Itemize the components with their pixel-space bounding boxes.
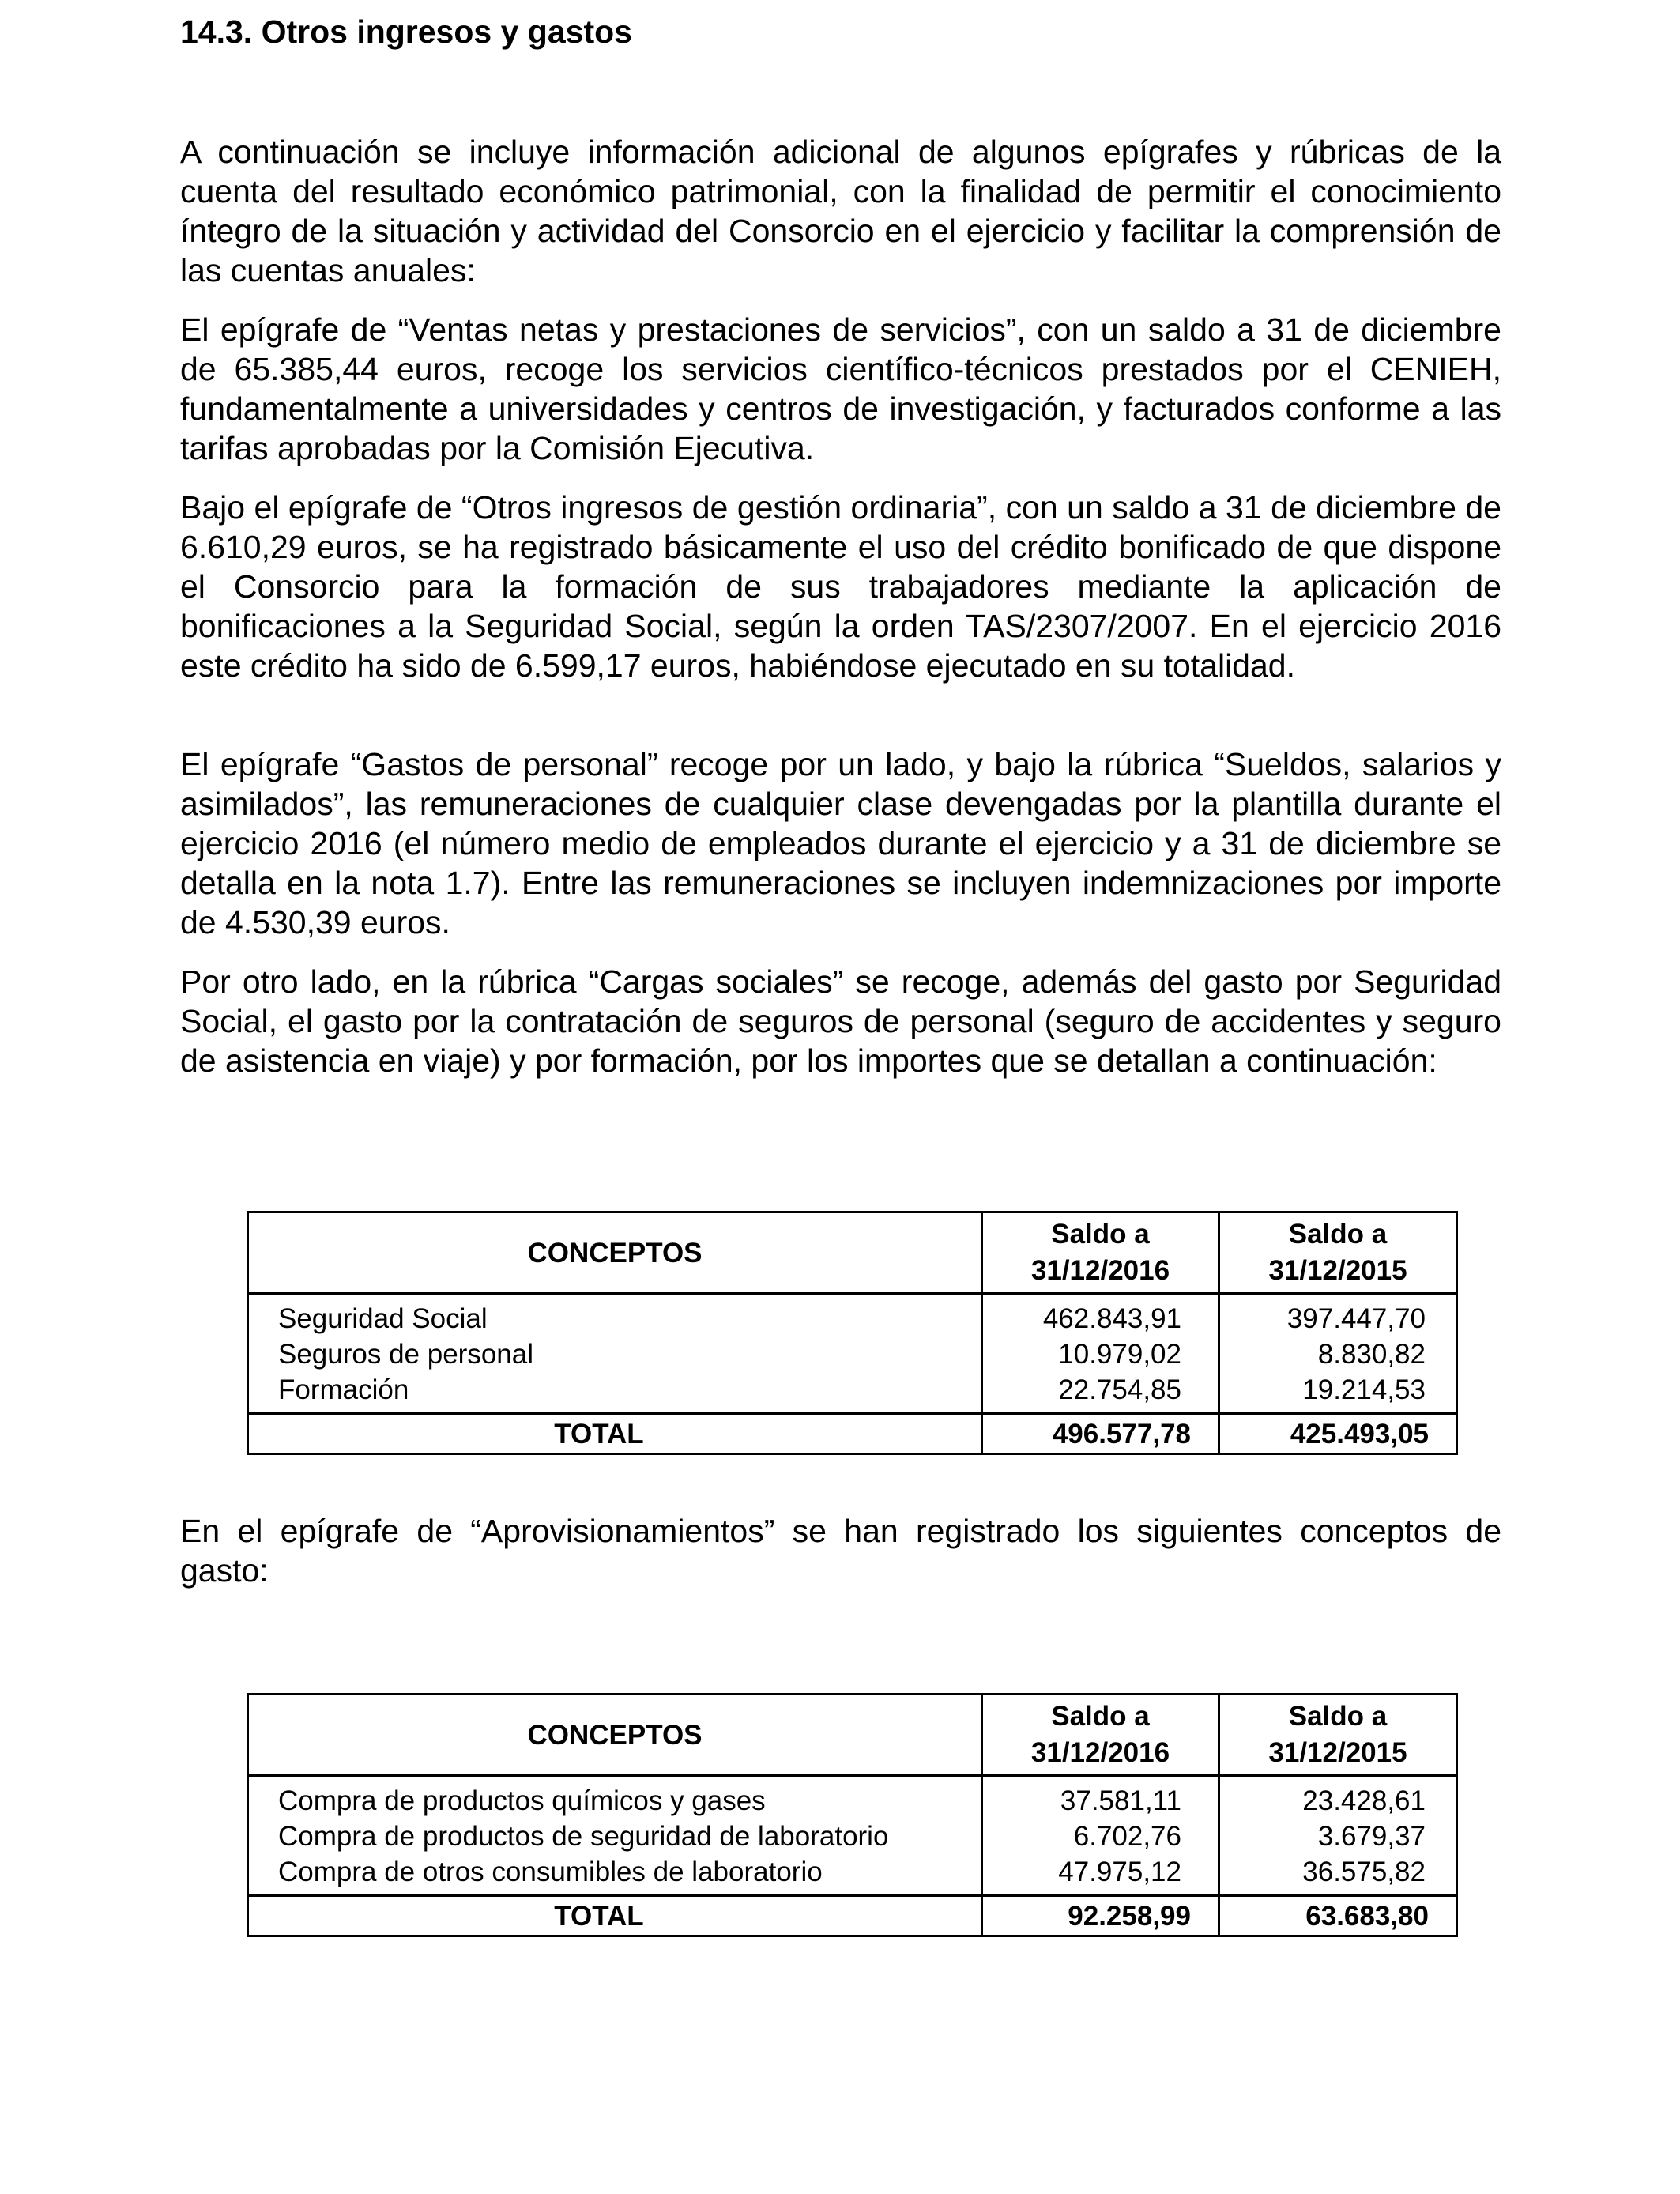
row-concept: Compra de productos químicos y gases: [248, 1776, 982, 1819]
table-row: [248, 1372, 1457, 1414]
total-label: TOTAL: [248, 1414, 982, 1454]
row-value-2016: 6.702,76: [982, 1819, 1219, 1854]
header-conceptos: CONCEPTOS: [248, 1212, 982, 1294]
row-value-2016: 10.979,02: [982, 1336, 1219, 1372]
header-date: 31/12/2016: [1030, 1255, 1170, 1286]
total-value-2016: 92.258,99: [982, 1896, 1219, 1936]
header-saldo-label: Saldo a: [1051, 1219, 1150, 1250]
total-row: [248, 1896, 1457, 1936]
table-row: [248, 1294, 1457, 1337]
table-row: [248, 1336, 1457, 1372]
total-row: [248, 1414, 1457, 1454]
cargas-sociales-table: [247, 1211, 1458, 1455]
table-row: [248, 1854, 1457, 1896]
paragraph-ventas: El epígrafe de “Ventas netas y prestaciones de servicios”, con un saldo a 31 de diciembre de 65.385,44 euros, recoge los servicios científico-técnicos prestados por el CENIEH, fundamentalmente a universidades y centros de investigación, y facturados conforme a las tarifas aprobadas por la Comisión Ejecutiva.: [180, 311, 1501, 466]
row-value-2016: 22.754,85: [982, 1372, 1219, 1414]
row-concept: Seguros de personal: [248, 1336, 982, 1372]
table-row: [248, 1819, 1457, 1854]
table-header-row: [248, 1212, 1457, 1294]
header-saldo-2016: [982, 1212, 1219, 1294]
row-value-2016: 462.843,91: [982, 1294, 1219, 1337]
total-label: TOTAL: [248, 1896, 982, 1936]
row-value-2015: 397.447,70: [1219, 1294, 1457, 1337]
row-value-2015: 8.830,82: [1219, 1336, 1457, 1372]
paragraph-aprovisionamientos: En el epígrafe de “Aprovisionamientos” se han registrado los siguientes conceptos de gasto:: [180, 1513, 1501, 1589]
header-date: 31/12/2015: [1268, 1737, 1407, 1768]
row-value-2015: 3.679,37: [1219, 1819, 1457, 1854]
row-value-2015: 23.428,61: [1219, 1776, 1457, 1819]
paragraph-gastos-personal: El epígrafe “Gastos de personal” recoge por un lado, y bajo la rúbrica “Sueldos, salarios y asimilados”, las remuneraciones de cualquier clase devengadas por la plantilla durante el ejercicio 2016 (el número medio de empleados durante el ejercicio y a 31 de diciembre se detalla en la nota 1.7). Entre las remuneraciones se incluyen indemnizaciones por importe de 4.530,39 euros.: [180, 746, 1501, 941]
table-row: [248, 1776, 1457, 1819]
paragraph-cargas-sociales: Por otro lado, en la rúbrica “Cargas sociales” se recoge, además del gasto por Seguridad Social, el gasto por la contratación de seguros de personal (seguro de accidentes y seguro de asistencia en viaje) y por formación, por los importes que se detallan a continuación:: [180, 963, 1501, 1079]
paragraph-otros-ingresos: Bajo el epígrafe de “Otros ingresos de gestión ordinaria”, con un saldo a 31 de diciembre de 6.610,29 euros, se ha registrado básicamente el uso del crédito bonificado de que dispone el Consorcio para la formación de sus trabajadores mediante la aplicación de bonificaciones a la Seguridad Social, según la orden TAS/2307/2007. En el ejercicio 2016 este crédito ha sido de 6.599,17 euros, habiéndose ejecutado en su totalidad.: [180, 489, 1501, 684]
header-date: 31/12/2015: [1268, 1255, 1407, 1286]
total-value-2016: 496.577,78: [982, 1414, 1219, 1454]
header-saldo-2015: [1219, 1695, 1457, 1776]
header-saldo-label: Saldo a: [1288, 1219, 1388, 1250]
row-value-2015: 36.575,82: [1219, 1854, 1457, 1896]
total-value-2015: 425.493,05: [1219, 1414, 1457, 1454]
row-concept: Compra de productos de seguridad de laboratorio: [248, 1819, 982, 1854]
row-concept: Formación: [248, 1372, 982, 1414]
header-saldo-2016: [982, 1695, 1219, 1776]
section-heading: 14.3. Otros ingresos y gastos: [180, 13, 632, 50]
header-saldo-label: Saldo a: [1288, 1701, 1388, 1732]
total-value-2015: 63.683,80: [1219, 1896, 1457, 1936]
row-concept: Compra de otros consumibles de laboratorio: [248, 1854, 982, 1896]
header-conceptos: CONCEPTOS: [248, 1695, 982, 1776]
row-value-2016: 37.581,11: [982, 1776, 1219, 1819]
aprovisionamientos-table: [247, 1693, 1458, 1937]
header-date: 31/12/2016: [1030, 1737, 1170, 1768]
row-value-2016: 47.975,12: [982, 1854, 1219, 1896]
row-value-2015: 19.214,53: [1219, 1372, 1457, 1414]
row-concept: Seguridad Social: [248, 1294, 982, 1337]
header-saldo-label: Saldo a: [1051, 1701, 1150, 1732]
paragraph-intro: A continuación se incluye información adicional de algunos epígrafes y rúbricas de la cuenta del resultado económico patrimonial, con la finalidad de permitir el conocimiento íntegro de la situación y actividad del Consorcio en el ejercicio y facilitar la comprensión de las cuentas anuales:: [180, 134, 1501, 288]
table-header-row: [248, 1695, 1457, 1776]
header-saldo-2015: [1219, 1212, 1457, 1294]
